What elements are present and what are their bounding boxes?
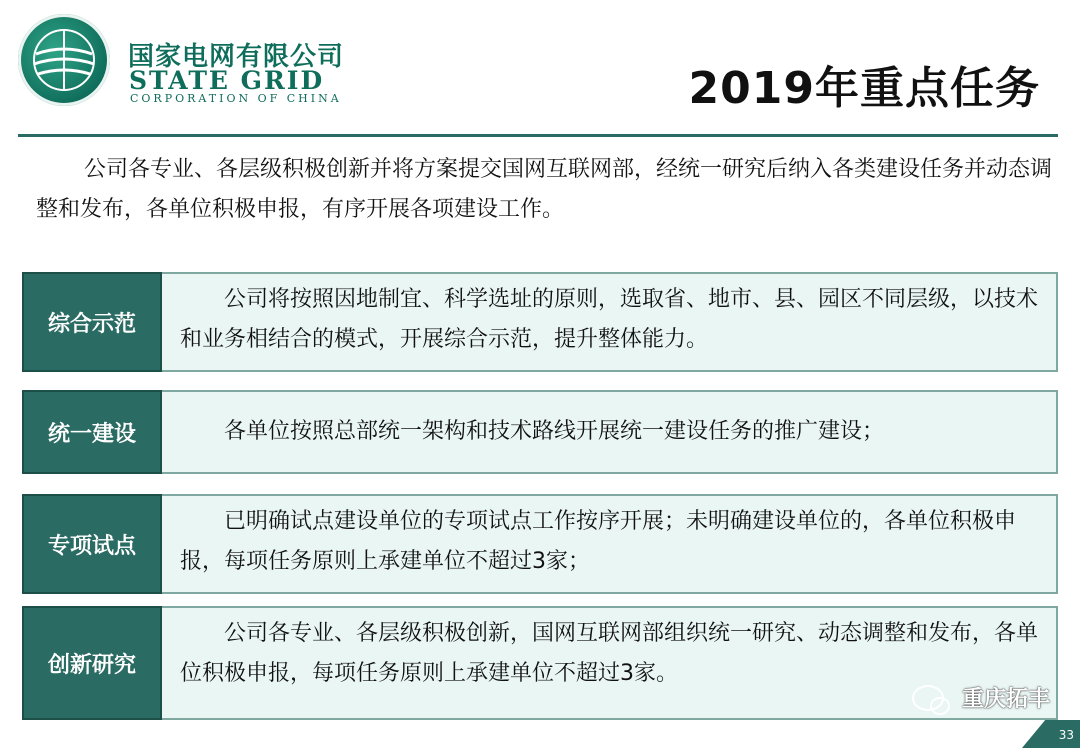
task-label: 专项试点 xyxy=(22,494,162,594)
watermark-text: 重庆拓丰 xyxy=(961,687,1050,712)
header-divider xyxy=(18,134,1058,137)
task-label: 统一建设 xyxy=(22,390,162,474)
task-row-special-pilot xyxy=(22,494,1058,594)
task-row-unified-construction xyxy=(22,390,1058,474)
task-description: 公司各专业、各层级积极创新，国网互联网部组织统一研究、动态调整和发布，各单位积极申报，每项任务原则上承建单位不超过3家。 xyxy=(162,606,1058,720)
page-number: 33 xyxy=(1058,728,1074,742)
watermark xyxy=(912,682,1050,713)
task-description: 公司将按照因地制宜、科学选址的原则，选取省、地市、县、园区不同层级，以技术和业务相结合的模式，开展综合示范，提升整体能力。 xyxy=(162,272,1058,372)
task-row-innovation-research xyxy=(22,606,1058,720)
brand-name-en: STATE GRID xyxy=(129,66,325,95)
task-label: 综合示范 xyxy=(22,272,162,372)
wechat-icon xyxy=(912,685,944,711)
globe-logo-icon xyxy=(18,14,110,106)
brand-subtitle: CORPORATION OF CHINA xyxy=(130,92,342,105)
page-title: 2019年重点任务 xyxy=(688,63,1040,114)
task-label: 创新研究 xyxy=(22,606,162,720)
brand-name-cn: 国家电网有限公司 xyxy=(128,42,345,72)
state-grid-logo xyxy=(18,14,110,106)
task-description xyxy=(162,390,1058,474)
task-row-demonstration xyxy=(22,272,1058,372)
task-description: 已明确试点建设单位的专项试点工作按序开展；未明确建设单位的，各单位积极申报，每项任务原则上承建单位不超过3家； xyxy=(162,494,1058,594)
task-description-text: 各单位按照总部统一架构和技术路线开展统一建设任务的推广建设； xyxy=(224,419,885,444)
intro-paragraph: 公司各专业、各层级积极创新并将方案提交国网互联网部，经统一研究后纳入各类建设任务并动态调整和发布，各单位积极申报，有序开展各项建设工作。 xyxy=(36,157,1053,222)
